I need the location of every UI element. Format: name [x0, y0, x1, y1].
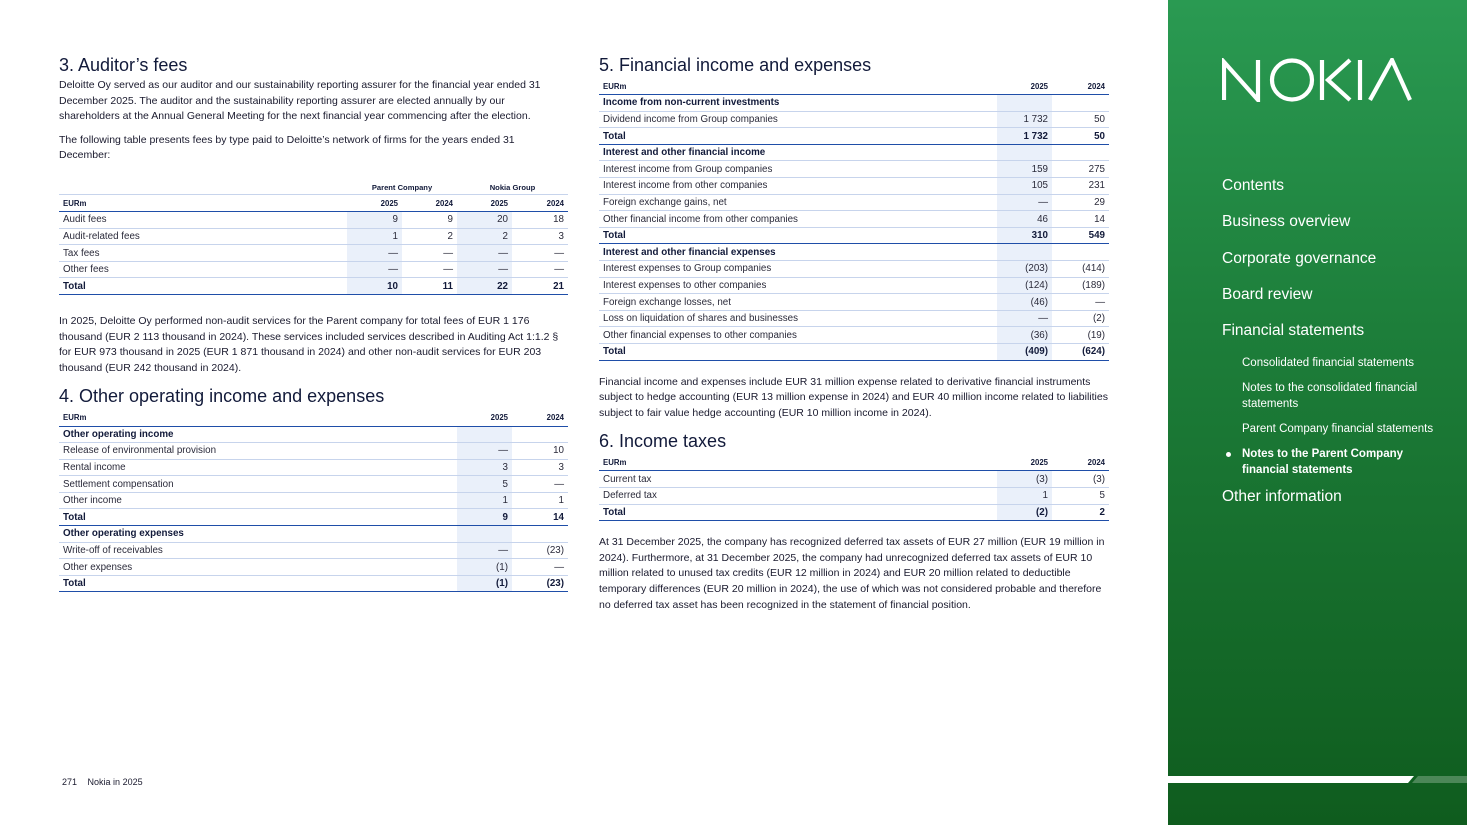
nav-corporate-governance[interactable]: Corporate governance	[1222, 249, 1377, 267]
table-row: Rental income 3 3	[59, 459, 568, 476]
sidebar-nav	[1222, 176, 1452, 524]
financial-income-heading: 5. Financial income and expenses	[599, 55, 872, 75]
table-total-row: Total (409) (624)	[599, 344, 1109, 361]
nav-financial-statements[interactable]: Financial statements	[1222, 322, 1365, 340]
auditors-fees-table	[59, 181, 568, 295]
group-nokia-group: Nokia Group	[457, 181, 568, 195]
table-total-row: Total 1 732 50	[599, 128, 1109, 145]
page-number: 271	[62, 777, 78, 787]
nav-parent-statements[interactable]: Parent Company financial statements	[1242, 423, 1434, 436]
table-total-row: Total 10 11 22 21	[59, 278, 568, 295]
financial-income-table	[599, 78, 1109, 361]
table-row: Foreign exchange gains, net — 29	[599, 194, 1109, 211]
financial-income-note: Financial income and expenses include EUR 31 million expense related to derivative financial instruments subject to hedge accounting (EUR 13 million expense in 2024) and EUR 40 million income related to liabilities subject to fair value hedge accounting (EUR 10 million income in 2024).	[599, 375, 1108, 419]
nav-contents[interactable]: Contents	[1222, 177, 1285, 194]
auditors-fees-intro: Deloitte Oy served as our auditor and our sustainability reporting assurer for the financial year ended 31 December 2025. The auditor and the sustainability reporting assurer are elected annually by our shareholders at the Annual General Meeting for the next financial year commencing after the election.	[59, 79, 541, 123]
nav-board-review[interactable]: Board review	[1222, 285, 1313, 303]
table-row: Other financial income from other companies 46 14	[599, 211, 1109, 228]
nav-consolidated-statements[interactable]: Consolidated financial statements	[1242, 357, 1414, 370]
table-total-row: Total 9 14	[59, 509, 568, 526]
table-total-row: Total (2) 2	[599, 504, 1109, 521]
section-row: Interest and other financial expenses	[599, 244, 1109, 261]
financial-submenu	[1222, 355, 1452, 478]
page-footer	[62, 777, 143, 787]
section-row: Interest and other financial income	[599, 144, 1109, 161]
table-row: Interest income from other companies 105 231	[599, 178, 1109, 195]
section-row: Income from non-current investments	[599, 95, 1109, 112]
table-header-row: EURm 2025 2024	[599, 78, 1109, 95]
table-row: Write-off of receivables — (23)	[59, 542, 568, 559]
table-total-row: Total 310 549	[599, 227, 1109, 244]
document-title: Nokia in 2025	[87, 777, 143, 787]
table-row: Loss on liquidation of shares and businesses — (2)	[599, 310, 1109, 327]
nokia-logo[interactable]	[1222, 58, 1412, 102]
table-row: Dividend income from Group companies 1 732 50	[599, 111, 1109, 128]
table-row: Current tax (3) (3)	[599, 471, 1109, 488]
middle-column	[599, 55, 1109, 613]
table-header-row: EURm 2025 2024	[599, 454, 1109, 471]
nav-notes-consolidated[interactable]: Notes to the consolidated financial statements	[1242, 382, 1418, 411]
table-row: Audit fees 9 9 20 18	[59, 212, 568, 229]
left-column	[59, 55, 568, 592]
income-taxes-table	[599, 454, 1109, 521]
table-row: Other fees — — — —	[59, 261, 568, 278]
section-row-income: Other operating income	[59, 426, 568, 443]
table-row: Other income 1 1	[59, 492, 568, 509]
table-row: Interest expenses to other companies (124) (189)	[599, 277, 1109, 294]
nav-other-information[interactable]: Other information	[1222, 488, 1342, 506]
group-parent-company: Parent Company	[347, 181, 457, 195]
income-taxes-note: At 31 December 2025, the company has recognized deferred tax assets of EUR 27 million (EUR 19 million in 2024). Furthermore, at 31 December 2025, the company had unrecognized deferred tax assets of EUR 10 million related to unused tax credits (EUR 12 million in 2024) and EUR 20 million related to deductible temporary differences (EUR 20 million in 2024), the use of which was not considered probable and therefore no deferred tax asset has been recognized in the statement of financial position.	[599, 536, 1105, 611]
table-row: Tax fees — — — —	[59, 245, 568, 262]
group-header-row	[59, 181, 568, 195]
progress-bar	[1168, 776, 1467, 783]
nav-notes-parent[interactable]: Notes to the Parent Company financial statements	[1222, 446, 1452, 478]
auditors-fees-table-intro: The following table presents fees by type paid to Deloitte’s network of firms for the years ended 31 December:	[59, 133, 515, 162]
other-operating-heading: 4. Other operating income and expenses	[59, 386, 385, 407]
table-row: Audit-related fees 1 2 2 3	[59, 228, 568, 245]
non-audit-services-text: In 2025, Deloitte Oy performed non-audit services for the Parent company for total fees of EUR 1 176 thousand (EUR 2 113 thousand in 2024). These services included services described in Auditing Act 1:1.2 § for EUR 973 thousand in 2025 (EUR 1 871 thousand in 2024) and other non-audit services for EUR 203 thousand (EUR 242 thousand in 2024).	[59, 315, 559, 374]
nav-business-overview[interactable]: Business overview	[1222, 213, 1351, 231]
table-row: Foreign exchange losses, net (46) —	[599, 294, 1109, 311]
table-row: Other financial expenses to other companies (36) (19)	[599, 327, 1109, 344]
table-header-row: EURm 2025 2024 2025 2024	[59, 195, 568, 212]
sidebar	[1168, 0, 1467, 825]
table-total-row: Total (1) (23)	[59, 575, 568, 592]
auditors-fees-heading: 3. Auditor’s fees	[59, 55, 188, 75]
income-taxes-heading: 6. Income taxes	[599, 431, 727, 452]
other-operating-table	[59, 409, 568, 592]
table-row: Interest expenses to Group companies (203) (414)	[599, 261, 1109, 278]
table-row: Interest income from Group companies 159 275	[599, 161, 1109, 178]
table-row: Settlement compensation 5 —	[59, 476, 568, 493]
table-row: Release of environmental provision — 10	[59, 443, 568, 460]
table-row: Deferred tax 1 5	[599, 488, 1109, 505]
table-row: Other expenses (1) —	[59, 559, 568, 576]
section-row-expenses: Other operating expenses	[59, 526, 568, 543]
table-header-row: EURm 2025 2024	[59, 409, 568, 426]
